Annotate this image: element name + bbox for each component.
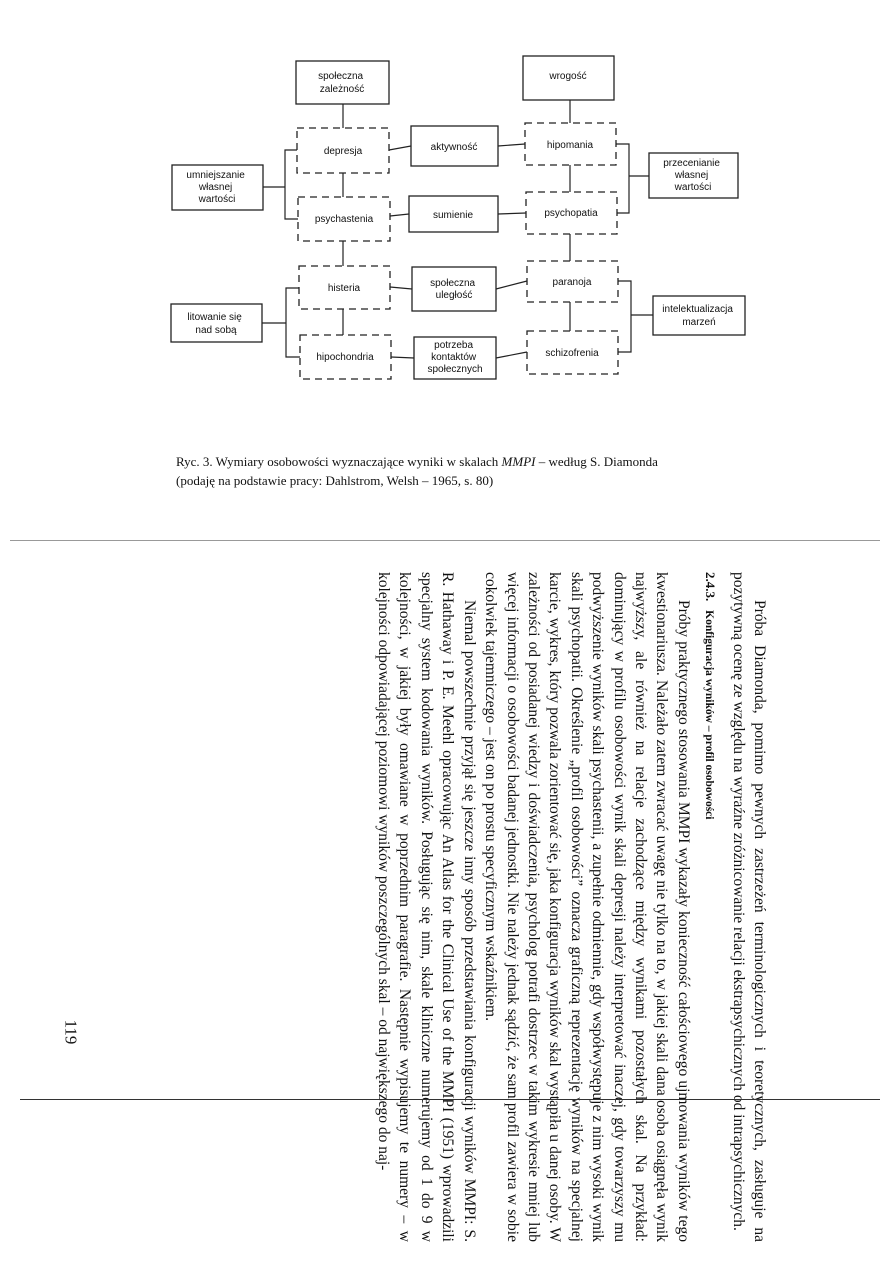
- section-heading: [698, 572, 721, 1242]
- label-potrzeba: potrzeba kontaktów społecznych: [427, 340, 483, 375]
- label-umniejszanie: umniejszanie własnej wartości: [186, 170, 245, 205]
- personality-dimensions-diagram: [0, 0, 893, 440]
- paragraph-profile: Próby praktycznego stosowania MMPI wykazały konieczność całościowego ujmowania wyników tego kwestionariusza. Należało zatem zwracać uwagę nie tylko na to, w jakiej skali dana osoba osiągnęła wynik najwyższy, ale również na relacje zachodzące między wynikami pozostałych skal. Na przykład: dominujący w profilu osobowości wynik skali depresji należy interpretować inaczej, gdy towarzyszy mu podwyższenie wyników skali psychastenii, a zupełnie odmiennie, gdy współwystępuje z nim wysoki wynik skali psychopatii. Określenie „profil osobowości” oznacza graficzną reprezentację wyników na specjalnej karcie, wykres, który pozwala zorientować się, jaka konfiguracja wyników skal wystąpiła u danej osoby. W zależności od posiadanej wiedzy i doświadczenia, psycholog potrafi dostrzec w takim wykresie mniej lub więcej informacji o osobowości badanej jednostki. Nie należy jednak sądzić, że sam profil zawiera w sobie cokolwiek tajemniczego – jest on po prostu specyficznym wskaźnikiem.: [482, 572, 692, 1242]
- section-title: Konfiguracja wyników – profil osobowości: [703, 610, 716, 820]
- box-litowanie: [171, 304, 262, 342]
- caption-line-1: Ryc. 3. Wymiary osobowości wyznaczające wyniki w skalach MMPI – według S. Diamonda: [176, 454, 658, 469]
- label-histeria: histeria: [327, 283, 361, 294]
- label-spoleczna-uleglosc: społeczna uległość: [430, 278, 476, 301]
- section-number: 2.4.3.: [703, 572, 719, 602]
- box-spoleczna-zaleznosc: [296, 61, 389, 104]
- box-intelektualizacja: [653, 296, 745, 335]
- label-spoleczna-zaleznosc: społeczna zależność: [318, 71, 365, 95]
- page-divider-top: [10, 540, 880, 541]
- label-psychopatia: psychopatia: [544, 208, 598, 219]
- label-hipochondria: hipochondria: [316, 352, 374, 363]
- label-przecenianie: przecenianie własnej wartości: [663, 158, 720, 193]
- page-divider-bottom: [20, 1099, 880, 1100]
- label-litowanie: litowanie się nad sobą: [187, 312, 242, 336]
- label-wrogosc: wrogość: [549, 71, 587, 82]
- box-spoleczna-uleglosc: [412, 267, 496, 311]
- figure-caption: [176, 452, 776, 490]
- caption-line-2: (podaję na podstawie pracy: Dahlstrom, Welsh – 1965, s. 80): [176, 473, 494, 488]
- label-depresja: depresja: [323, 146, 363, 157]
- label-schizofrenia: schizofrenia: [545, 348, 599, 359]
- paragraph-diamond: Próba Diamonda, pomimo pewnych zastrzeżeń terminologicznych i teoretycznych, zasługuje na pozytywną ocenę ze względu na wyraźne zróżnicowanie relacji ekstrapsychicznych od intrapsychicznych.: [729, 572, 768, 1242]
- label-aktywnosc: aktywność: [430, 142, 478, 153]
- label-paranoja: paranoja: [552, 277, 592, 288]
- label-intelektualizacja: intelektualizacja marzeń: [662, 304, 733, 328]
- paragraph-coding: Niemal powszechnie przyjął się jeszcze inny sposób przedstawiania konfiguracji wyników MMPI: S. R. Hathaway i P. E. Meehl opracowując An Atlas for the Clinical Use of the MMPI (1951) wprowadzili specjalny system kodowania wyników. Posługując się nim, skale kliniczne numerujemy od 1 do 9 w kolejności, w jakiej były omawiane w poprzednim paragrafie. Następnie wypisujemy te numery – w kolejności odpowiadającej poziomowi wyników poszczególnych skal – od największego do naj-: [375, 572, 478, 1242]
- rotated-text-block: [90, 572, 768, 1252]
- label-psychastenia: psychastenia: [314, 214, 374, 225]
- label-hipomania: hipomania: [546, 140, 594, 151]
- page-number: 119: [61, 1019, 81, 1045]
- label-sumienie: sumienie: [432, 210, 474, 221]
